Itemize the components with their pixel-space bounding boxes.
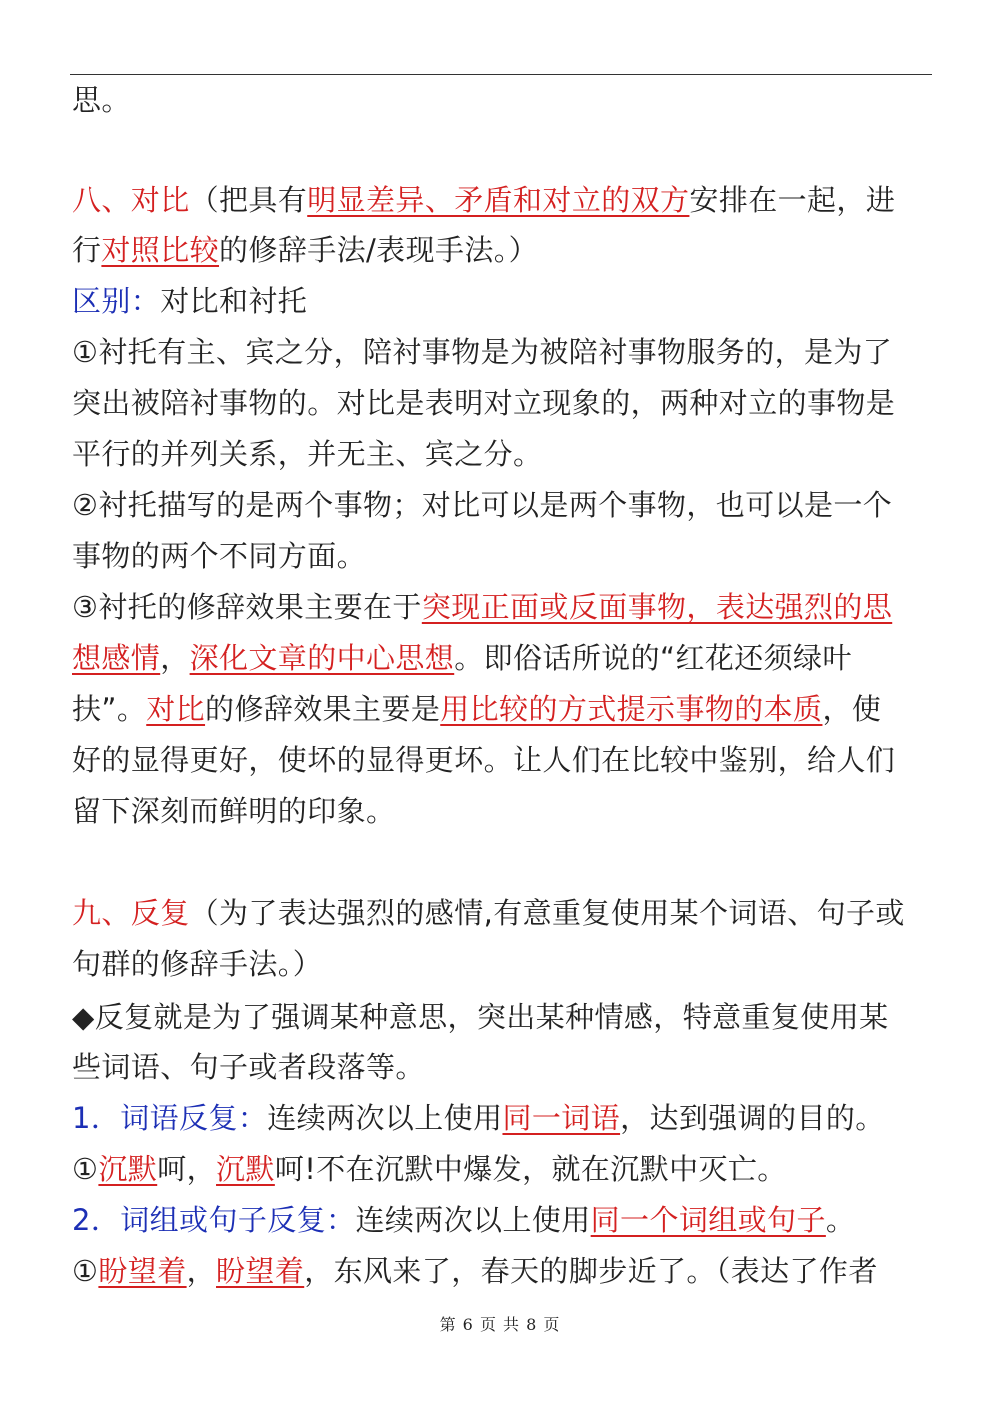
heading-repetition: 九、反复（为了表达强烈的感情,有意重复使用某个词语、句子或 bbox=[72, 896, 905, 930]
text-line: ③衬托的修辞效果主要在于突现正面或反面事物，表达强烈的思 bbox=[72, 590, 893, 624]
highlight: 想感情 bbox=[72, 641, 161, 675]
text-line: 区别：对比和衬托 bbox=[72, 284, 308, 318]
text-line: 2．词组或句子反复：连续两次以上使用同一个词组或句子。 bbox=[72, 1203, 856, 1237]
highlight: 对照比较 bbox=[101, 233, 220, 267]
highlight: 突现正面或反面事物，表达强烈的思 bbox=[421, 590, 893, 624]
highlight: 明显差异、矛盾和对立的双方 bbox=[307, 183, 690, 217]
sub-heading: 2．词组或句子反复： bbox=[72, 1203, 356, 1237]
text-line: ②衬托描写的是两个事物；对比可以是两个事物，也可以是一个 bbox=[72, 488, 893, 522]
highlight: 沉默 bbox=[98, 1152, 158, 1186]
highlight: 用比较的方式提示事物的本质 bbox=[440, 692, 823, 726]
text-line: 想感情，深化文章的中心思想。即俗话所说的“红花还须绿叶 bbox=[72, 641, 852, 675]
section-title: 八、对比 bbox=[72, 183, 190, 217]
highlight: 同一词语 bbox=[502, 1101, 621, 1135]
heading-contrast: 八、对比（把具有明显差异、矛盾和对立的双方安排在一起，进 bbox=[72, 183, 896, 217]
text-line: ◆反复就是为了强调某种意思，突出某种情感，特意重复使用某 bbox=[72, 1000, 889, 1034]
sub-heading: 1．词语反复： bbox=[72, 1101, 268, 1135]
highlight: 沉默 bbox=[216, 1152, 275, 1186]
text-line: 些词语、句子或者段落等。 bbox=[72, 1050, 425, 1084]
highlight: 同一个词组或句子 bbox=[590, 1203, 826, 1237]
text-line: 句群的修辞手法。） bbox=[72, 947, 323, 981]
text-line: ①衬托有主、宾之分，陪衬事物是为被陪衬事物服务的，是为了 bbox=[72, 335, 893, 369]
page-number: 第 6 页 共 8 页 bbox=[439, 1315, 561, 1334]
highlight: 盼望着 bbox=[98, 1254, 187, 1288]
highlight: 盼望着 bbox=[216, 1254, 305, 1288]
text-line: 平行的并列关系，并无主、宾之分。 bbox=[72, 437, 543, 471]
text-line: 事物的两个不同方面。 bbox=[72, 539, 367, 573]
text-line: 思。 bbox=[72, 83, 131, 117]
top-rule bbox=[70, 74, 932, 75]
text-line: 留下深刻而鲜明的印象。 bbox=[72, 794, 396, 828]
text-line: 好的显得更好，使坏的显得更坏。让人们在比较中鉴别，给人们 bbox=[72, 743, 896, 777]
highlight: 对比 bbox=[146, 692, 206, 726]
text-line: ①沉默呵，沉默呵!不在沉默中爆发，就在沉默中灭亡。 bbox=[72, 1152, 787, 1186]
text-line: 突出被陪衬事物的。对比是表明对立现象的，两种对立的事物是 bbox=[72, 386, 896, 420]
text-line: ①盼望着，盼望着，东风来了，春天的脚步近了。（表达了作者 bbox=[72, 1254, 878, 1288]
text-line: 1．词语反复：连续两次以上使用同一词语，达到强调的目的。 bbox=[72, 1101, 885, 1135]
sub-heading: 区别： bbox=[72, 284, 161, 318]
highlight: 深化文章的中心思想 bbox=[189, 641, 455, 675]
section-title: 九、反复 bbox=[72, 896, 190, 930]
text-line: 行对照比较的修辞手法/表现手法。） bbox=[72, 233, 539, 267]
text-line: 扶”。对比的修辞效果主要是用比较的方式提示事物的本质，使 bbox=[72, 692, 882, 726]
